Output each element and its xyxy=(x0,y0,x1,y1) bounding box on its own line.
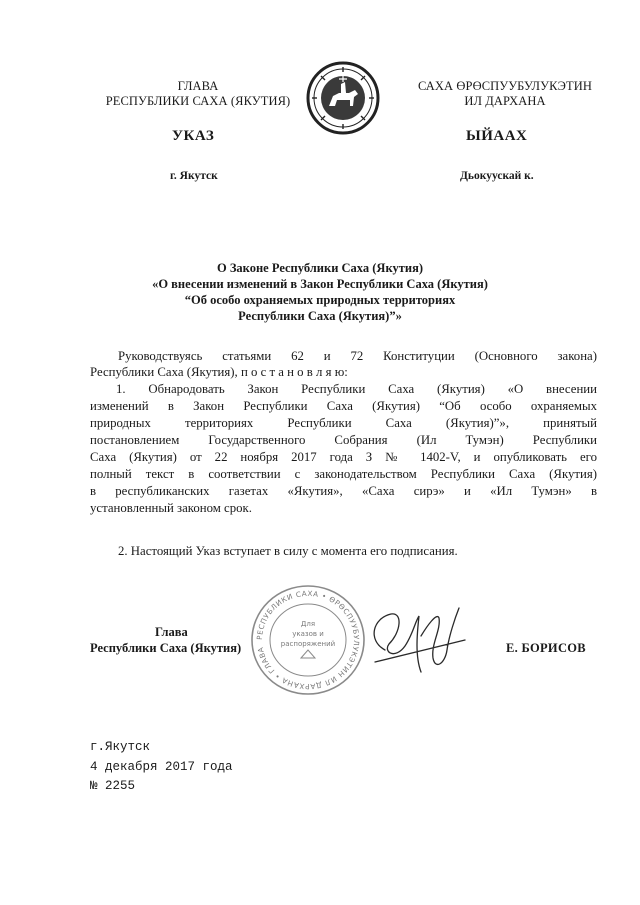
city-sah: Дьокуускай к. xyxy=(460,170,534,182)
handwritten-signature xyxy=(355,600,475,680)
seal-center-line3: распоряжений xyxy=(280,640,336,648)
signature-icon xyxy=(355,600,475,680)
footer-number: № 2255 xyxy=(90,779,136,793)
para1-line2: изменений в Закон Республики Саха (Якутия) “Об особо охраняемых xyxy=(90,399,597,413)
header-right xyxy=(390,79,620,109)
para1-line3: природных территориях Республики Саха (Якутия)”», принятый xyxy=(90,416,597,430)
signatory-title xyxy=(90,624,280,656)
para1-line8: установленный законом срок. xyxy=(90,501,252,515)
header-right-line1: САХА ӨРӨСПУУБУЛУКЭТИН xyxy=(417,79,593,93)
para1-line4: постановлением Государственного Собрания (Ил Тумэн) Республики xyxy=(90,433,597,447)
signatory-title-line1: Глава xyxy=(155,625,188,639)
header-right-line2: ИЛ ДАРХАНА xyxy=(464,94,546,108)
para1-line1: 1. Обнародовать Закон Республики Саха (Якутия) «О внесении xyxy=(116,382,597,396)
header-left xyxy=(78,79,318,109)
preamble-line2: Республики Саха (Якутия), п о с т а н о в л я ю: xyxy=(90,365,348,379)
doc-type-sah: ЫЙААХ xyxy=(466,128,528,144)
preamble-line1: Руководствуясь статьями 62 и 72 Конституции (Основного закона) xyxy=(118,349,597,363)
decree-title-line1: О Законе Республики Саха (Якутия) xyxy=(216,261,424,275)
seal-center-line2: указов и xyxy=(292,630,324,638)
decree-title-line4: Республики Саха (Якутия)”» xyxy=(238,309,402,323)
republic-emblem xyxy=(305,60,381,136)
header-left-line1: ГЛАВА xyxy=(177,79,219,93)
decree-title-line3: “Об особо охраняемых природных территориях xyxy=(184,293,456,307)
signatory-name: Е. БОРИСОВ xyxy=(506,641,586,655)
seal-center-line1: Для xyxy=(300,620,316,628)
signatory-title-line2: Республики Саха (Якутия) xyxy=(90,641,242,655)
header-left-line2: РЕСПУБЛИКИ САХА (ЯКУТИЯ) xyxy=(105,94,291,108)
para2: 2. Настоящий Указ вступает в силу с момента его подписания. xyxy=(118,544,458,558)
seal-ring-text: РЕСПУБЛИКИ САХА • ӨРӨСПУУБУЛУКЭТИН ИЛ ДАРХАНА • ГЛАВА xyxy=(254,588,362,692)
para1-line6: полный текст в соответствии с законодательством Республики Саха (Якутия) xyxy=(90,467,597,481)
emblem-icon xyxy=(305,60,381,136)
para1-line7: в республиканских газетах «Якутия», «Саха сирэ» и «Ил Тумэн» в xyxy=(90,484,597,498)
decree-title-line2: «О внесении изменений в Закон Республики Саха (Якутия) xyxy=(152,277,488,291)
doc-type-ru: УКАЗ xyxy=(172,128,215,144)
footer-date: 4 декабря 2017 года xyxy=(90,760,233,774)
para1-line5: Саха (Якутия) от 22 ноября 2017 года З № 1402-V, и опубликовать его xyxy=(90,450,597,464)
city-ru: г. Якутск xyxy=(170,170,218,182)
footer-city: г.Якутск xyxy=(90,740,151,754)
